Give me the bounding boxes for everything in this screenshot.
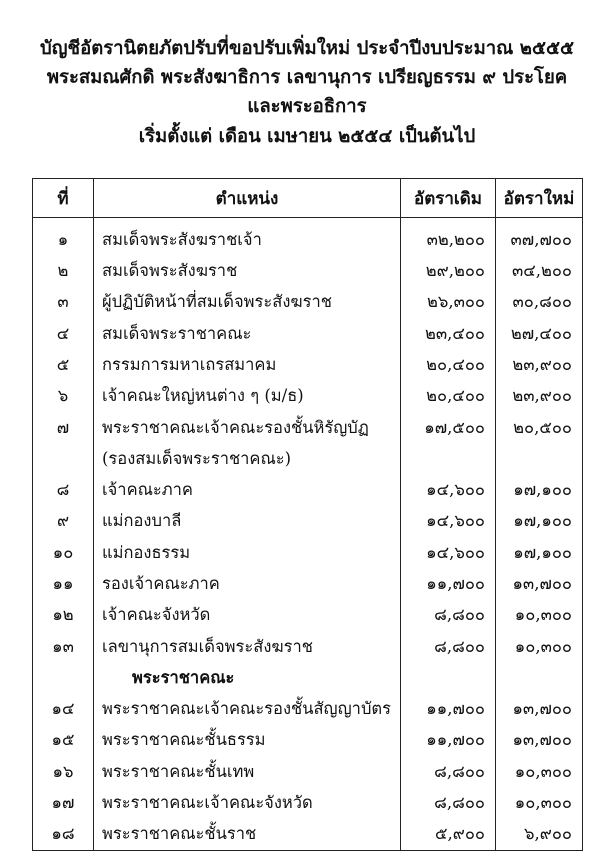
row-new-rate: ๒๐,๕๐๐ <box>496 412 583 443</box>
row-old-rate <box>401 662 496 693</box>
table-row <box>33 349 583 380</box>
row-position: กรรมการมหาเถรสมาคม <box>94 349 401 380</box>
row-new-rate: ๓๗,๗๐๐ <box>496 218 583 256</box>
row-old-rate: ๘,๘๐๐ <box>401 600 496 631</box>
table-row <box>33 256 583 287</box>
section-heading: พระราชาคณะ <box>94 662 401 693</box>
table-row <box>33 443 583 474</box>
row-new-rate: ๑๗,๑๐๐ <box>496 474 583 505</box>
row-old-rate <box>401 443 496 474</box>
document-title-line-3: และพระอธิการ <box>247 96 367 117</box>
row-number: ๓ <box>33 287 94 318</box>
row-position: เจ้าคณะจังหวัด <box>94 600 401 631</box>
row-position: สมเด็จพระราชาคณะ <box>94 318 401 349</box>
row-new-rate: ๑๓,๗๐๐ <box>496 568 583 599</box>
row-number: ๑ <box>33 218 94 256</box>
row-old-rate: ๒๐,๔๐๐ <box>401 349 496 380</box>
row-old-rate: ๒๐,๔๐๐ <box>401 381 496 412</box>
table-row <box>33 568 583 599</box>
row-old-rate: ๒๓,๔๐๐ <box>401 318 496 349</box>
table-row <box>33 756 583 787</box>
row-position: รองเจ้าคณะภาค <box>94 568 401 599</box>
row-number: ๑๔ <box>33 693 94 724</box>
rates-table <box>32 178 583 851</box>
row-new-rate: ๓๐,๘๐๐ <box>496 287 583 318</box>
document-title-line-4: เริ่มตั้งแต่ เดือน เมษายน ๒๕๕๔ เป็นต้นไป <box>138 126 476 147</box>
row-position: สมเด็จพระสังฆราช <box>94 256 401 287</box>
row-number: ๙ <box>33 506 94 537</box>
table-row <box>33 506 583 537</box>
row-old-rate: ๑๔,๖๐๐ <box>401 537 496 568</box>
row-new-rate: ๓๔,๒๐๐ <box>496 256 583 287</box>
document-title-line-1: บัญชีอัตรานิตยภัตปรับที่ขอปรับเพิ่มใหม่ ประจำปีงบประมาณ ๒๕๕๕ <box>40 38 574 59</box>
row-old-rate: ๑๔,๖๐๐ <box>401 474 496 505</box>
row-new-rate: ๑๓,๗๐๐ <box>496 693 583 724</box>
row-position: พระราชาคณะเจ้าคณะรองชั้นสัญญาบัตร <box>94 693 401 724</box>
table-row <box>33 600 583 631</box>
row-position: แม่กองบาลี <box>94 506 401 537</box>
table-row <box>33 412 583 443</box>
row-old-rate: ๘,๘๐๐ <box>401 631 496 662</box>
row-old-rate: ๑๑,๗๐๐ <box>401 568 496 599</box>
row-new-rate: ๒๓,๙๐๐ <box>496 381 583 412</box>
table-row <box>33 693 583 724</box>
row-old-rate: ๒๙,๒๐๐ <box>401 256 496 287</box>
row-number: ๑๗ <box>33 787 94 818</box>
row-old-rate: ๕,๙๐๐ <box>401 819 496 851</box>
row-number: ๗ <box>33 412 94 443</box>
row-old-rate: ๑๑,๗๐๐ <box>401 725 496 756</box>
table-row <box>33 381 583 412</box>
row-position: เจ้าคณะภาค <box>94 474 401 505</box>
table-row <box>33 725 583 756</box>
row-number: ๑๑ <box>33 568 94 599</box>
row-new-rate: ๑๗,๑๐๐ <box>496 537 583 568</box>
row-position: สมเด็จพระสังฆราชเจ้า <box>94 218 401 256</box>
header-new-rate: อัตราใหม่ <box>496 179 583 218</box>
row-new-rate: ๒๓,๙๐๐ <box>496 349 583 380</box>
row-number: ๔ <box>33 318 94 349</box>
row-old-rate: ๘,๘๐๐ <box>401 787 496 818</box>
row-old-rate: ๑๔,๖๐๐ <box>401 506 496 537</box>
header-no: ที่ <box>33 179 94 218</box>
row-position: พระราชาคณะชั้นเทพ <box>94 756 401 787</box>
row-position: ผู้ปฏิบัติหน้าที่สมเด็จพระสังฆราช <box>94 287 401 318</box>
row-position: พระราชาคณะชั้นราช <box>94 819 401 851</box>
table-row <box>33 218 583 256</box>
table-row <box>33 474 583 505</box>
row-new-rate: ๑๐,๓๐๐ <box>496 756 583 787</box>
row-new-rate: ๑๐,๓๐๐ <box>496 787 583 818</box>
row-position: พระราชาคณะเจ้าคณะจังหวัด <box>94 787 401 818</box>
header-old-rate: อัตราเดิม <box>401 179 496 218</box>
row-number: ๑๐ <box>33 537 94 568</box>
document-title-line-2: พระสมณศักดิ พระสังฆาธิการ เลขานุการ เปรียญธรรม ๙ ประโยค <box>46 67 568 88</box>
row-new-rate: ๖,๙๐๐ <box>496 819 583 851</box>
row-position: (รองสมเด็จพระราชาคณะ) <box>94 443 401 474</box>
row-new-rate: ๑๐,๓๐๐ <box>496 600 583 631</box>
row-old-rate: ๓๒,๒๐๐ <box>401 218 496 256</box>
row-new-rate: ๑๐,๓๐๐ <box>496 631 583 662</box>
row-old-rate: ๑๑,๗๐๐ <box>401 693 496 724</box>
row-position: เจ้าคณะใหญ่หนต่าง ๆ (ม/ธ) <box>94 381 401 412</box>
row-old-rate: ๒๖,๓๐๐ <box>401 287 496 318</box>
table-header-row <box>33 179 583 218</box>
table-row <box>33 287 583 318</box>
row-number: ๖ <box>33 381 94 412</box>
row-number <box>33 662 94 693</box>
row-number: ๒ <box>33 256 94 287</box>
row-old-rate: ๑๗,๕๐๐ <box>401 412 496 443</box>
table-row <box>33 819 583 851</box>
header-position: ตำแหน่ง <box>94 179 401 218</box>
table-row <box>33 537 583 568</box>
row-new-rate <box>496 662 583 693</box>
table-row <box>33 318 583 349</box>
row-number: ๑๘ <box>33 819 94 851</box>
row-new-rate <box>496 443 583 474</box>
row-number: ๕ <box>33 349 94 380</box>
row-number: ๑๖ <box>33 756 94 787</box>
table-row <box>33 787 583 818</box>
row-position: พระราชาคณะเจ้าคณะรองชั้นหิรัญบัฏ <box>94 412 401 443</box>
row-position: แม่กองธรรม <box>94 537 401 568</box>
row-number <box>33 443 94 474</box>
row-position: พระราชาคณะชั้นธรรม <box>94 725 401 756</box>
row-number: ๘ <box>33 474 94 505</box>
table-section-row <box>33 662 583 693</box>
row-new-rate: ๑๓,๗๐๐ <box>496 725 583 756</box>
row-new-rate: ๒๗,๔๐๐ <box>496 318 583 349</box>
row-new-rate: ๑๗,๑๐๐ <box>496 506 583 537</box>
row-number: ๑๓ <box>33 631 94 662</box>
row-number: ๑๕ <box>33 725 94 756</box>
row-position: เลขานุการสมเด็จพระสังฆราช <box>94 631 401 662</box>
row-old-rate: ๘,๘๐๐ <box>401 756 496 787</box>
table-row <box>33 631 583 662</box>
row-number: ๑๒ <box>33 600 94 631</box>
